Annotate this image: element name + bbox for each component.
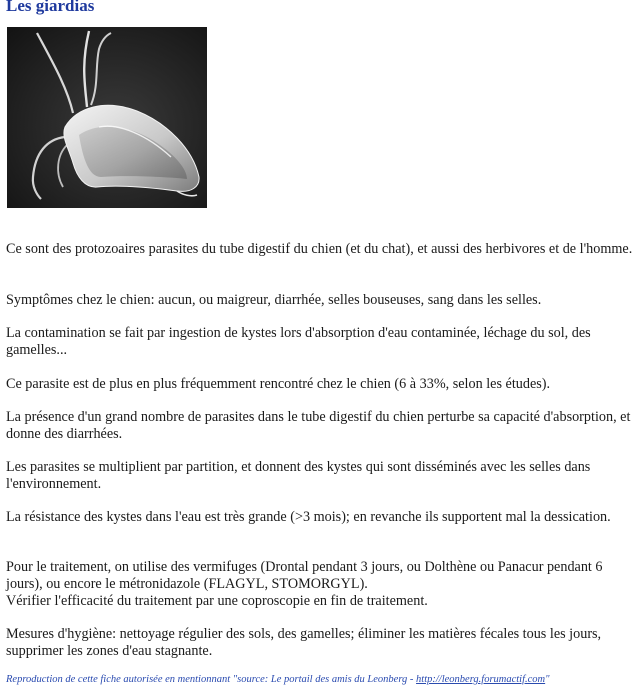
resistance-paragraph: La résistance des kystes dans l'eau est très grande (>3 mois); en revanche ils supportent mal la dessication. [6, 509, 611, 525]
reproduction-notice-end: " [545, 674, 550, 685]
source-link[interactable]: http://leonberg.forumactif.com [416, 674, 546, 685]
reproduction-notice [6, 673, 636, 687]
reproduction-notice-text: Reproduction de cette fiche autorisée en mentionnant "source: Le portail des amis du Leonberg - [6, 674, 417, 685]
treatment-paragraph: Pour le traitement, on utilise des vermifuges (Drontal pendant 3 jours, ou Dolthène ou Panacur pendant 6 jours), ou encore le métronidazole (FLAGYL, STOMORGYL). [6, 559, 603, 592]
hygiene-paragraph: Mesures d'hygiène: nettoyage régulier des sols, des gamelles; éliminer les matières fécales tous les jours, supprimer les zones d'eau stagnante. [6, 626, 602, 659]
contamination-paragraph: La contamination se fait par ingestion de kystes lors d'absorption d'eau contaminée, léchage du sol, des gamelles... [6, 325, 591, 358]
verification-paragraph: Vérifier l'efficacité du traitement par une coproscopie en fin de traitement. [6, 593, 428, 609]
intro-paragraph: Ce sont des protozoaires parasites du tube digestif du chien (et du chat), et aussi des herbivores et de l'homme. [6, 241, 633, 257]
prevalence-paragraph: Ce parasite est de plus en plus fréquemment rencontré chez le chien (6 à 33%, selon les études). [6, 376, 551, 392]
multiplication-paragraph: Les parasites se multiplient par partition, et donnent des kystes qui sont disséminés avec les selles dans l'environnement. [6, 459, 591, 492]
giardia-micrograph-image [7, 27, 207, 208]
page-title: Les giardias [6, 0, 95, 15]
effects-paragraph: La présence d'un grand nombre de parasites dans le tube digestif du chien perturbe sa capacité d'absorption, et donne des diarrhées. [6, 409, 631, 442]
symptoms-paragraph: Symptômes chez le chien: aucun, ou maigreur, diarrhée, selles bouseuses, sang dans les selles. [6, 292, 542, 308]
